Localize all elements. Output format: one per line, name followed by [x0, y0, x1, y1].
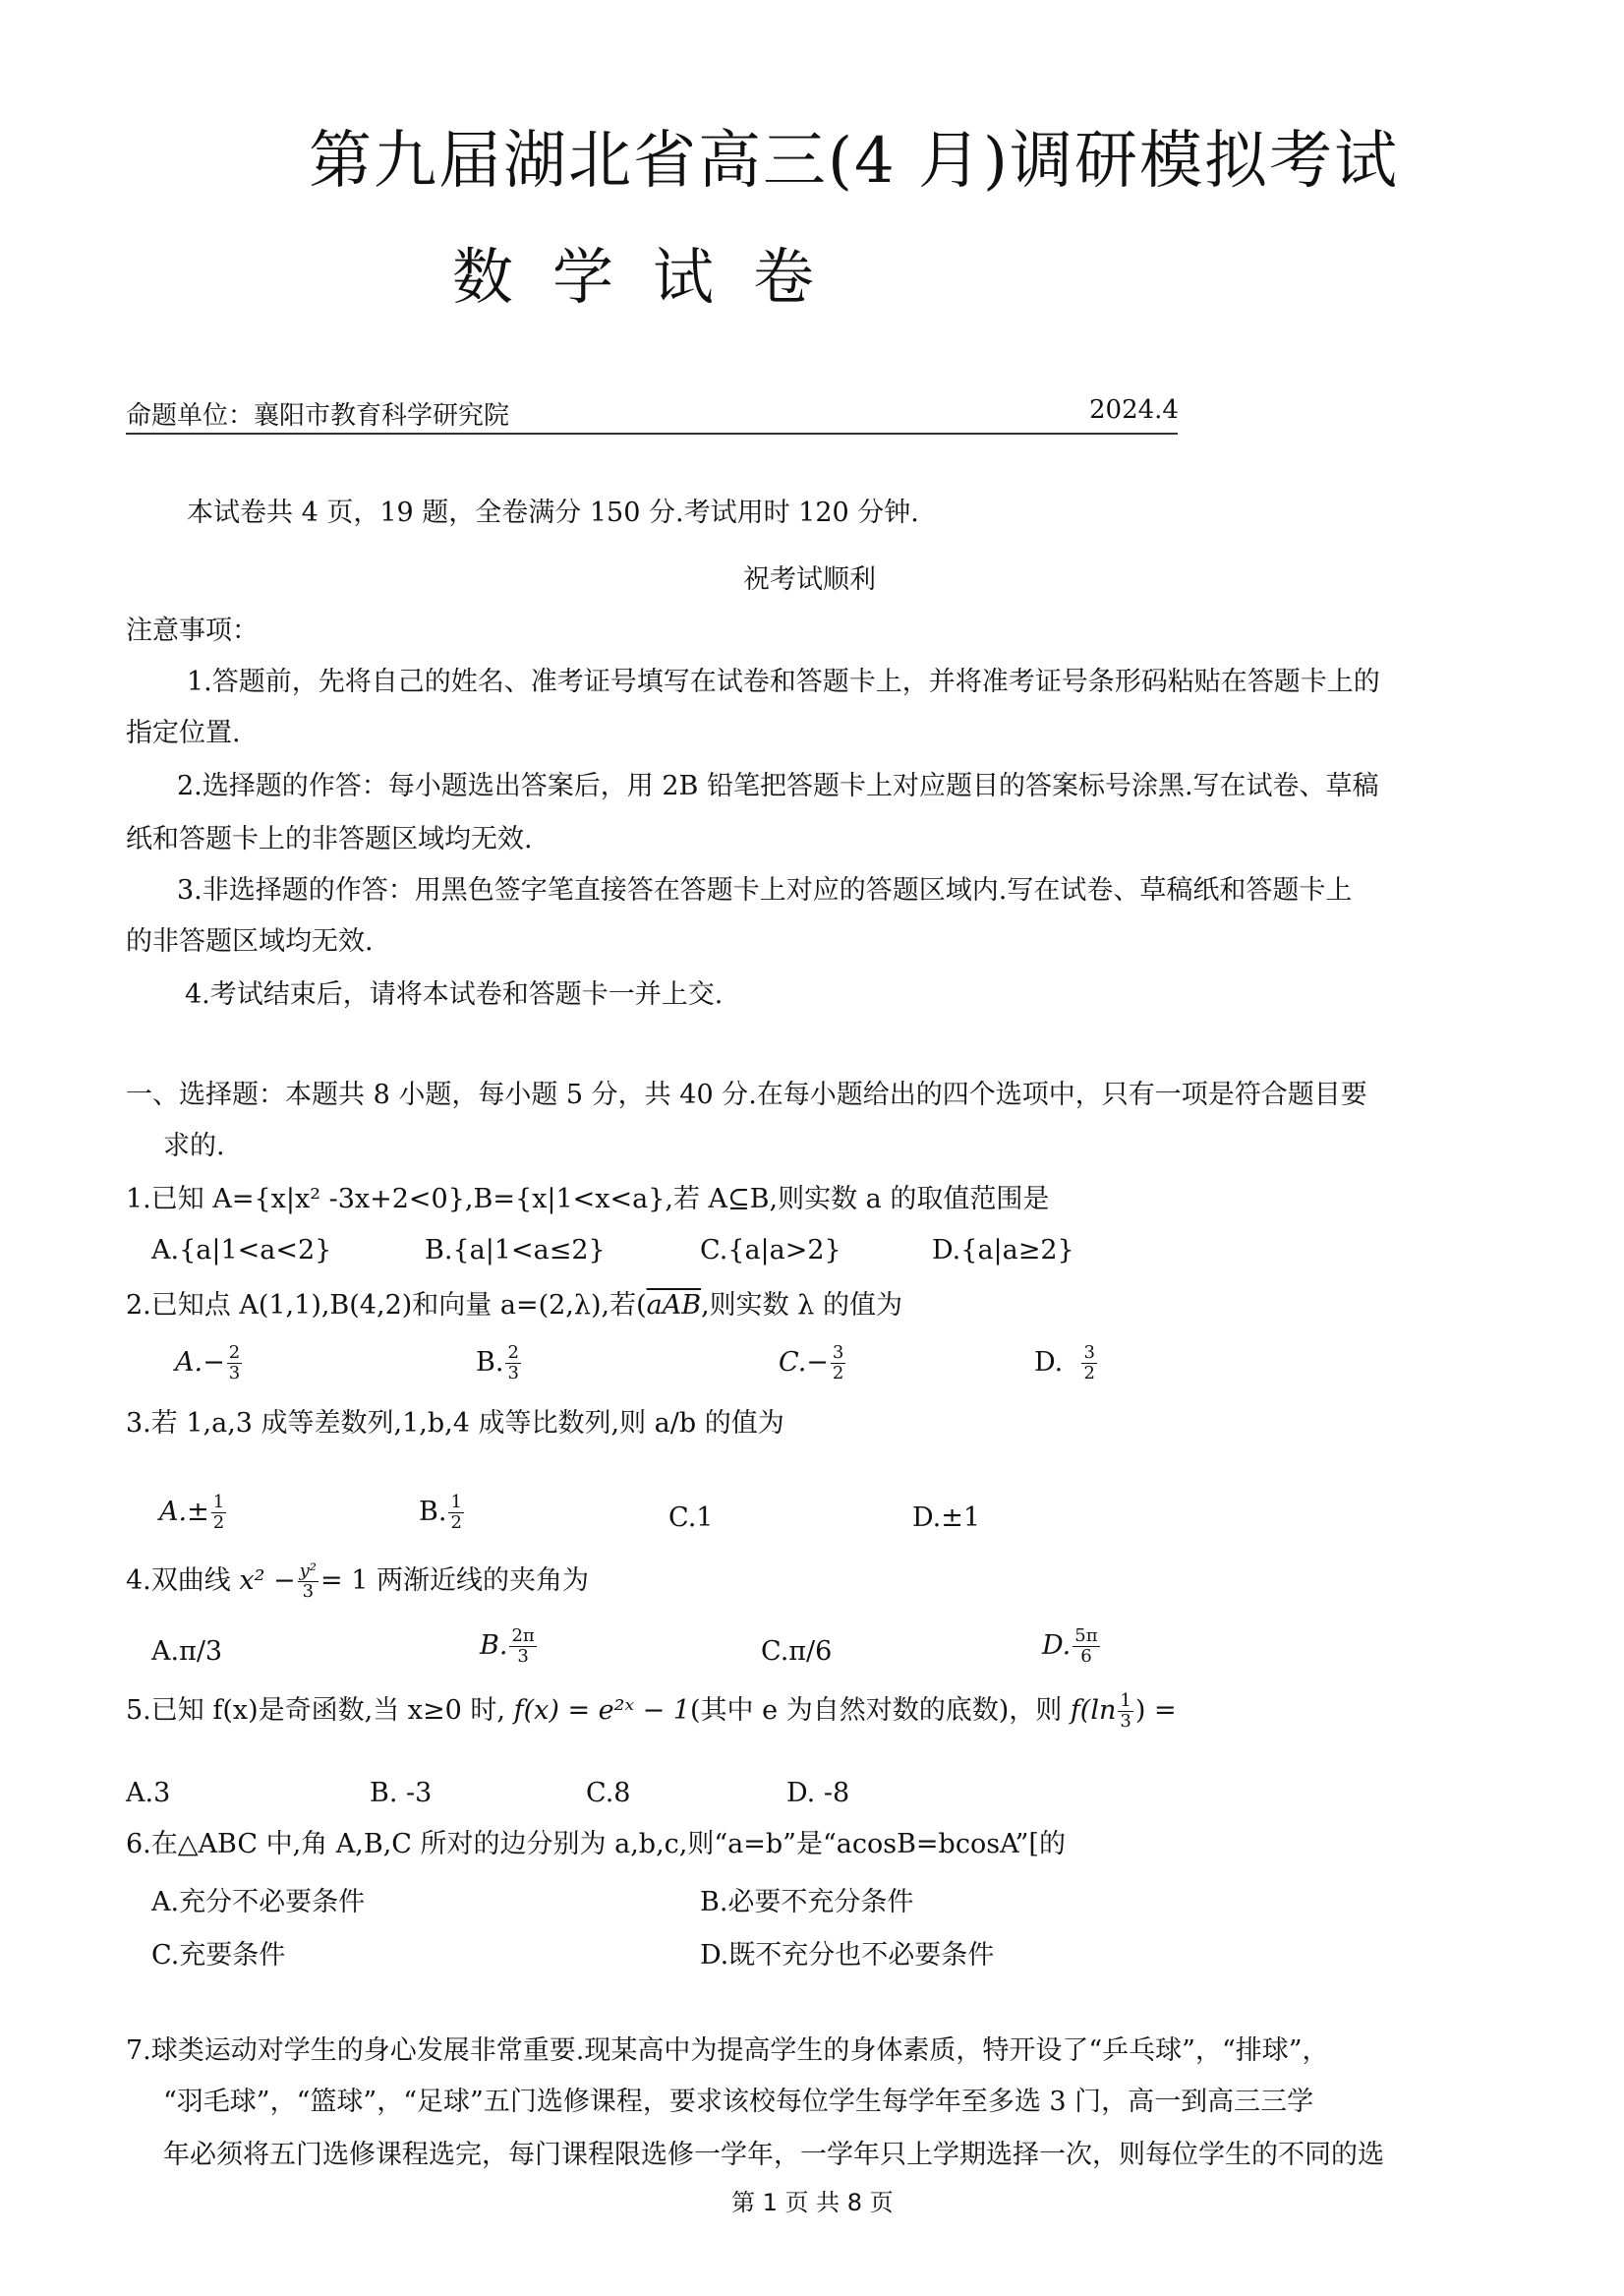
question-7-stem-cont-1: “羽毛球”，“篮球”，“足球”五门选修课程，要求该校每位学生每学年至多选 3 门，高一到高三三学 [163, 2087, 1314, 2117]
question-3-option-b: B. $\frac{1}{2}$ [419, 1492, 462, 1533]
notice-item-2-cont: 纸和答题卡上的非答题区域均无效. [126, 824, 533, 854]
question-1-stem: 1.已知 A={x|x² -3x+2<0},B={x|1<x<a},若 A⊆B,则实数 a 的取值范围是 [126, 1184, 1050, 1214]
exam-date: 2024.4 [1089, 395, 1179, 425]
notice-item-3-cont: 的非答题区域均无效. [126, 926, 374, 957]
question-6-option-a: A.充分不必要条件 [151, 1887, 366, 1917]
question-4-option-a: A.π/3 [151, 1636, 223, 1667]
question-3-option-a: A.± $\frac{1}{2}$ [159, 1492, 225, 1533]
question-6-stem: 6.在△ABC 中,角 A,B,C 所对的边分别为 a,b,c,则“a=b”是“acosB=bcosA”[的 [126, 1829, 1066, 1859]
section-heading-cont: 求的. [163, 1131, 225, 1161]
notice-item-4: 4.考试结束后，请将本试卷和答题卡一并上交. [185, 979, 724, 1010]
page-footer: 第 1 页 共 8 页 [731, 2189, 894, 2216]
question-6-option-c: C.充要条件 [151, 1940, 286, 1971]
question-4-option-d: D. $\frac{5\pi}{6}$ [1042, 1625, 1098, 1667]
question-1-option-d: D.{a|a≥2} [932, 1235, 1074, 1266]
question-5-stem: 5.已知 f(x)是奇函数,当 x≥0 时, f(x) = e²ˣ − 1(其中 e 为自然对数的底数)，则 f(ln $\frac{1}{3}$ ) = [126, 1690, 1177, 1732]
question-2-stem: 2.已知点 A(1,1),B(4,2)和向量 a=(2,λ),若($\overline{aAB}$,则实数 λ 的值为 [126, 1290, 902, 1321]
question-5-option-a: A.3 [126, 1778, 171, 1808]
question-1-option-b: B.{a|1<a≤2} [425, 1235, 606, 1266]
vector-ab: $\overline{aAB}$ [646, 1290, 702, 1321]
question-3-option-c: C.1 [668, 1502, 714, 1533]
exam-subtitle: 数学试卷 [452, 241, 854, 313]
question-3-stem: 3.若 1,a,3 成等差数列,1,b,4 成等比数列,则 a/b 的值为 [126, 1408, 784, 1439]
question-7-stem: 7.球类运动对学生的身心发展非常重要.现某高中为提高学生的身体素质，特开设了“乒乓球”，“排球”， [126, 2035, 1329, 2066]
exam-title: 第九届湖北省高三(4 月)调研模拟考试 [309, 125, 1399, 198]
question-6-option-b: B.必要不充分条件 [700, 1887, 914, 1917]
question-5-option-b: B. -3 [370, 1778, 433, 1808]
section-heading: 一、选择题：本题共 8 小题，每小题 5 分，共 40 分.在每小题给出的四个选项中，只有一项是符合题目要 [126, 1080, 1367, 1110]
question-2-option-b: B. $\frac{2}{3}$ [476, 1342, 519, 1383]
notice-item-1-cont: 指定位置. [126, 718, 241, 748]
notice-heading: 注意事项： [126, 616, 259, 646]
question-4-option-c: C.π/6 [761, 1636, 833, 1667]
question-2-option-a: A.− $\frac{2}{3}$ [175, 1342, 241, 1383]
question-4-stem: 4.双曲线 x² − $\frac{\text{y²}}{3}$ = 1 两渐近线的夹角为 [126, 1560, 589, 1602]
good-luck-text: 祝考试顺利 [743, 564, 876, 595]
question-2-option-c: C.− $\frac{3}{2}$ [779, 1342, 844, 1383]
question-1-option-c: C.{a|a>2} [700, 1235, 841, 1266]
notice-item-3: 3.非选择题的作答：用黑色签字笔直接答在答题卡上对应的答题区域内.写在试卷、草稿纸和答题卡上 [177, 875, 1353, 906]
notice-item-1: 1.答题前，先将自己的姓名、准考证号填写在试卷和答题卡上，并将准考证号条形码粘贴在答题卡上的 [187, 667, 1380, 697]
question-2-option-d: D. $\frac{3}{2}$ [1034, 1342, 1095, 1383]
exam-intro: 本试卷共 4 页，19 题，全卷满分 150 分.考试用时 120 分钟. [187, 498, 919, 528]
setter-unit: 命题单位：襄阳市教育科学研究院 [126, 401, 510, 431]
question-1-option-a: A.{a|1<a<2} [151, 1235, 332, 1266]
question-5-option-c: C.8 [586, 1778, 631, 1808]
notice-item-2: 2.选择题的作答：每小题选出答案后，用 2B 铅笔把答题卡上对应题目的答案标号涂黑.写在试卷、草稿 [177, 771, 1379, 801]
question-5-option-d: D. -8 [786, 1778, 850, 1808]
question-7-stem-cont-2: 年必须将五门选修课程选完，每门课程限选修一学年，一学年只上学期选择一次，则每位学生的不同的选 [163, 2140, 1384, 2170]
question-3-option-d: D.±1 [912, 1502, 981, 1533]
question-6-option-d: D.既不充分也不必要条件 [700, 1940, 995, 1971]
question-4-option-b: B. $\frac{2\pi}{3}$ [480, 1625, 535, 1667]
